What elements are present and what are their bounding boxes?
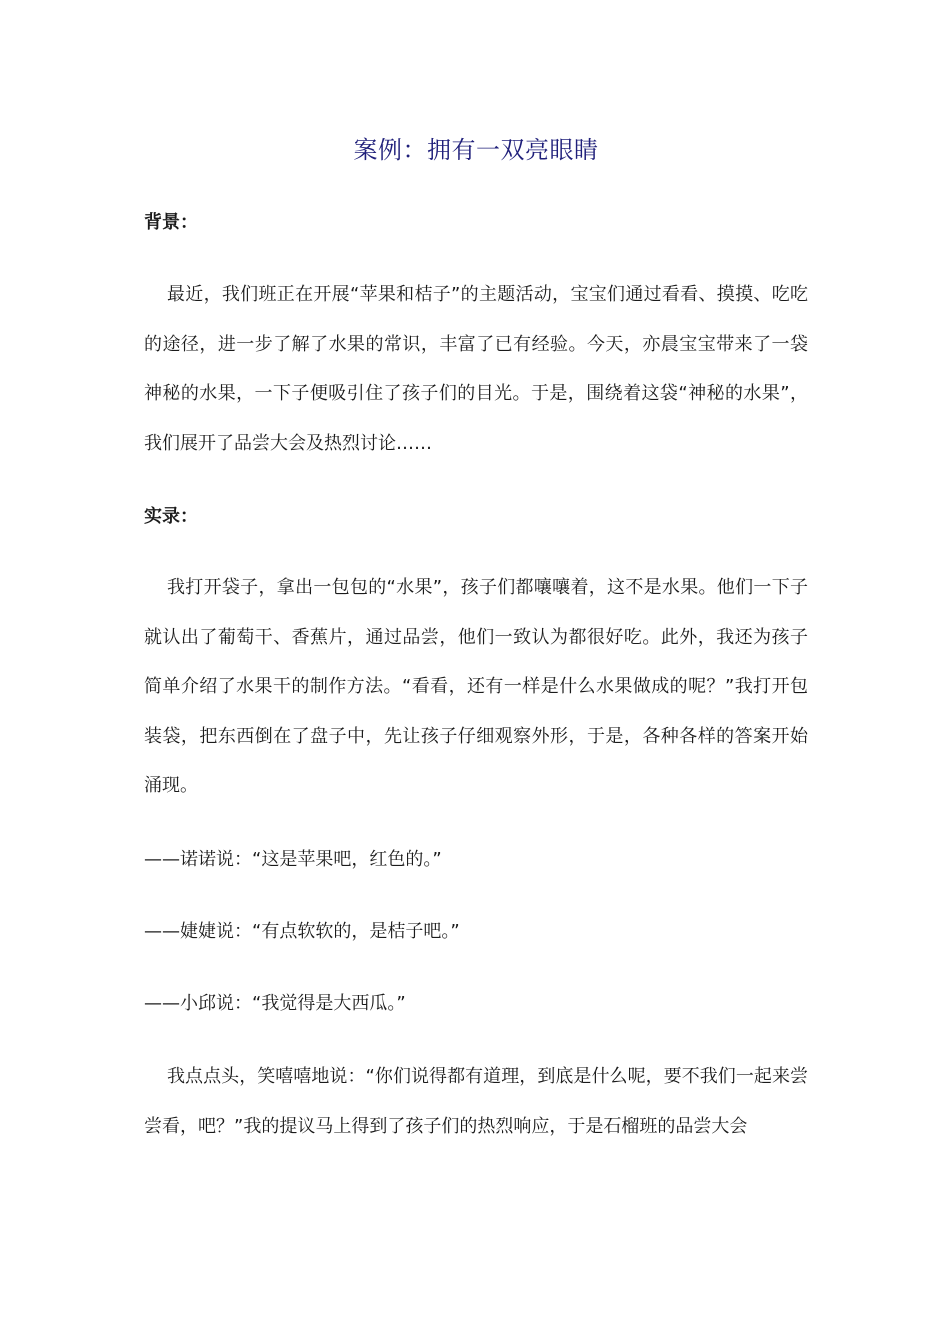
record-heading: 实录： (144, 506, 198, 527)
document-title: 案例：拥有一双亮眼睛 (353, 136, 599, 164)
record-paragraph-2: 我点点头，笑嘻嘻地说：“你们说得都有道理，到底是什么呢，要不我们一起来尝尝看，吧？”我的提议马上得到了孩子们的热烈响应，于是石榴班的品尝大会 (144, 1066, 808, 1137)
dialogue-line-xiaoqiu: ——小邱说：“我觉得是大西瓜。” (144, 993, 406, 1014)
background-heading: 背景： (144, 212, 198, 233)
dialogue-line-nuonuo: ——诺诺说：“这是苹果吧，红色的。” (144, 849, 442, 870)
dialogue-line-jiejie: ——婕婕说：“有点软软的，是桔子吧。” (144, 921, 460, 942)
record-paragraph-1: 我打开袋子，拿出一包包的“水果”，孩子们都嚷嚷着，这不是水果。他们一下子就认出了葡萄干、香蕉片，通过品尝，他们一致认为都很好吃。此外，我还为孩子简单介绍了水果干的制作方法。“看看，还有一样是什么水果做成的呢？”我打开包装袋，把东西倒在了盘子中，先让孩子仔细观察外形，于是，各种各样的答案开始涌现。 (144, 577, 808, 796)
background-paragraph: 最近，我们班正在开展“苹果和桔子”的主题活动，宝宝们通过看看、摸摸、吃吃的途径，进一步了解了水果的常识，丰富了已有经验。今天，亦晨宝宝带来了一袋神秘的水果，一下子便吸引住了孩子们的目光。于是，围绕着这袋“神秘的水果”，我们展开了品尝大会及热烈讨论…… (144, 284, 808, 454)
